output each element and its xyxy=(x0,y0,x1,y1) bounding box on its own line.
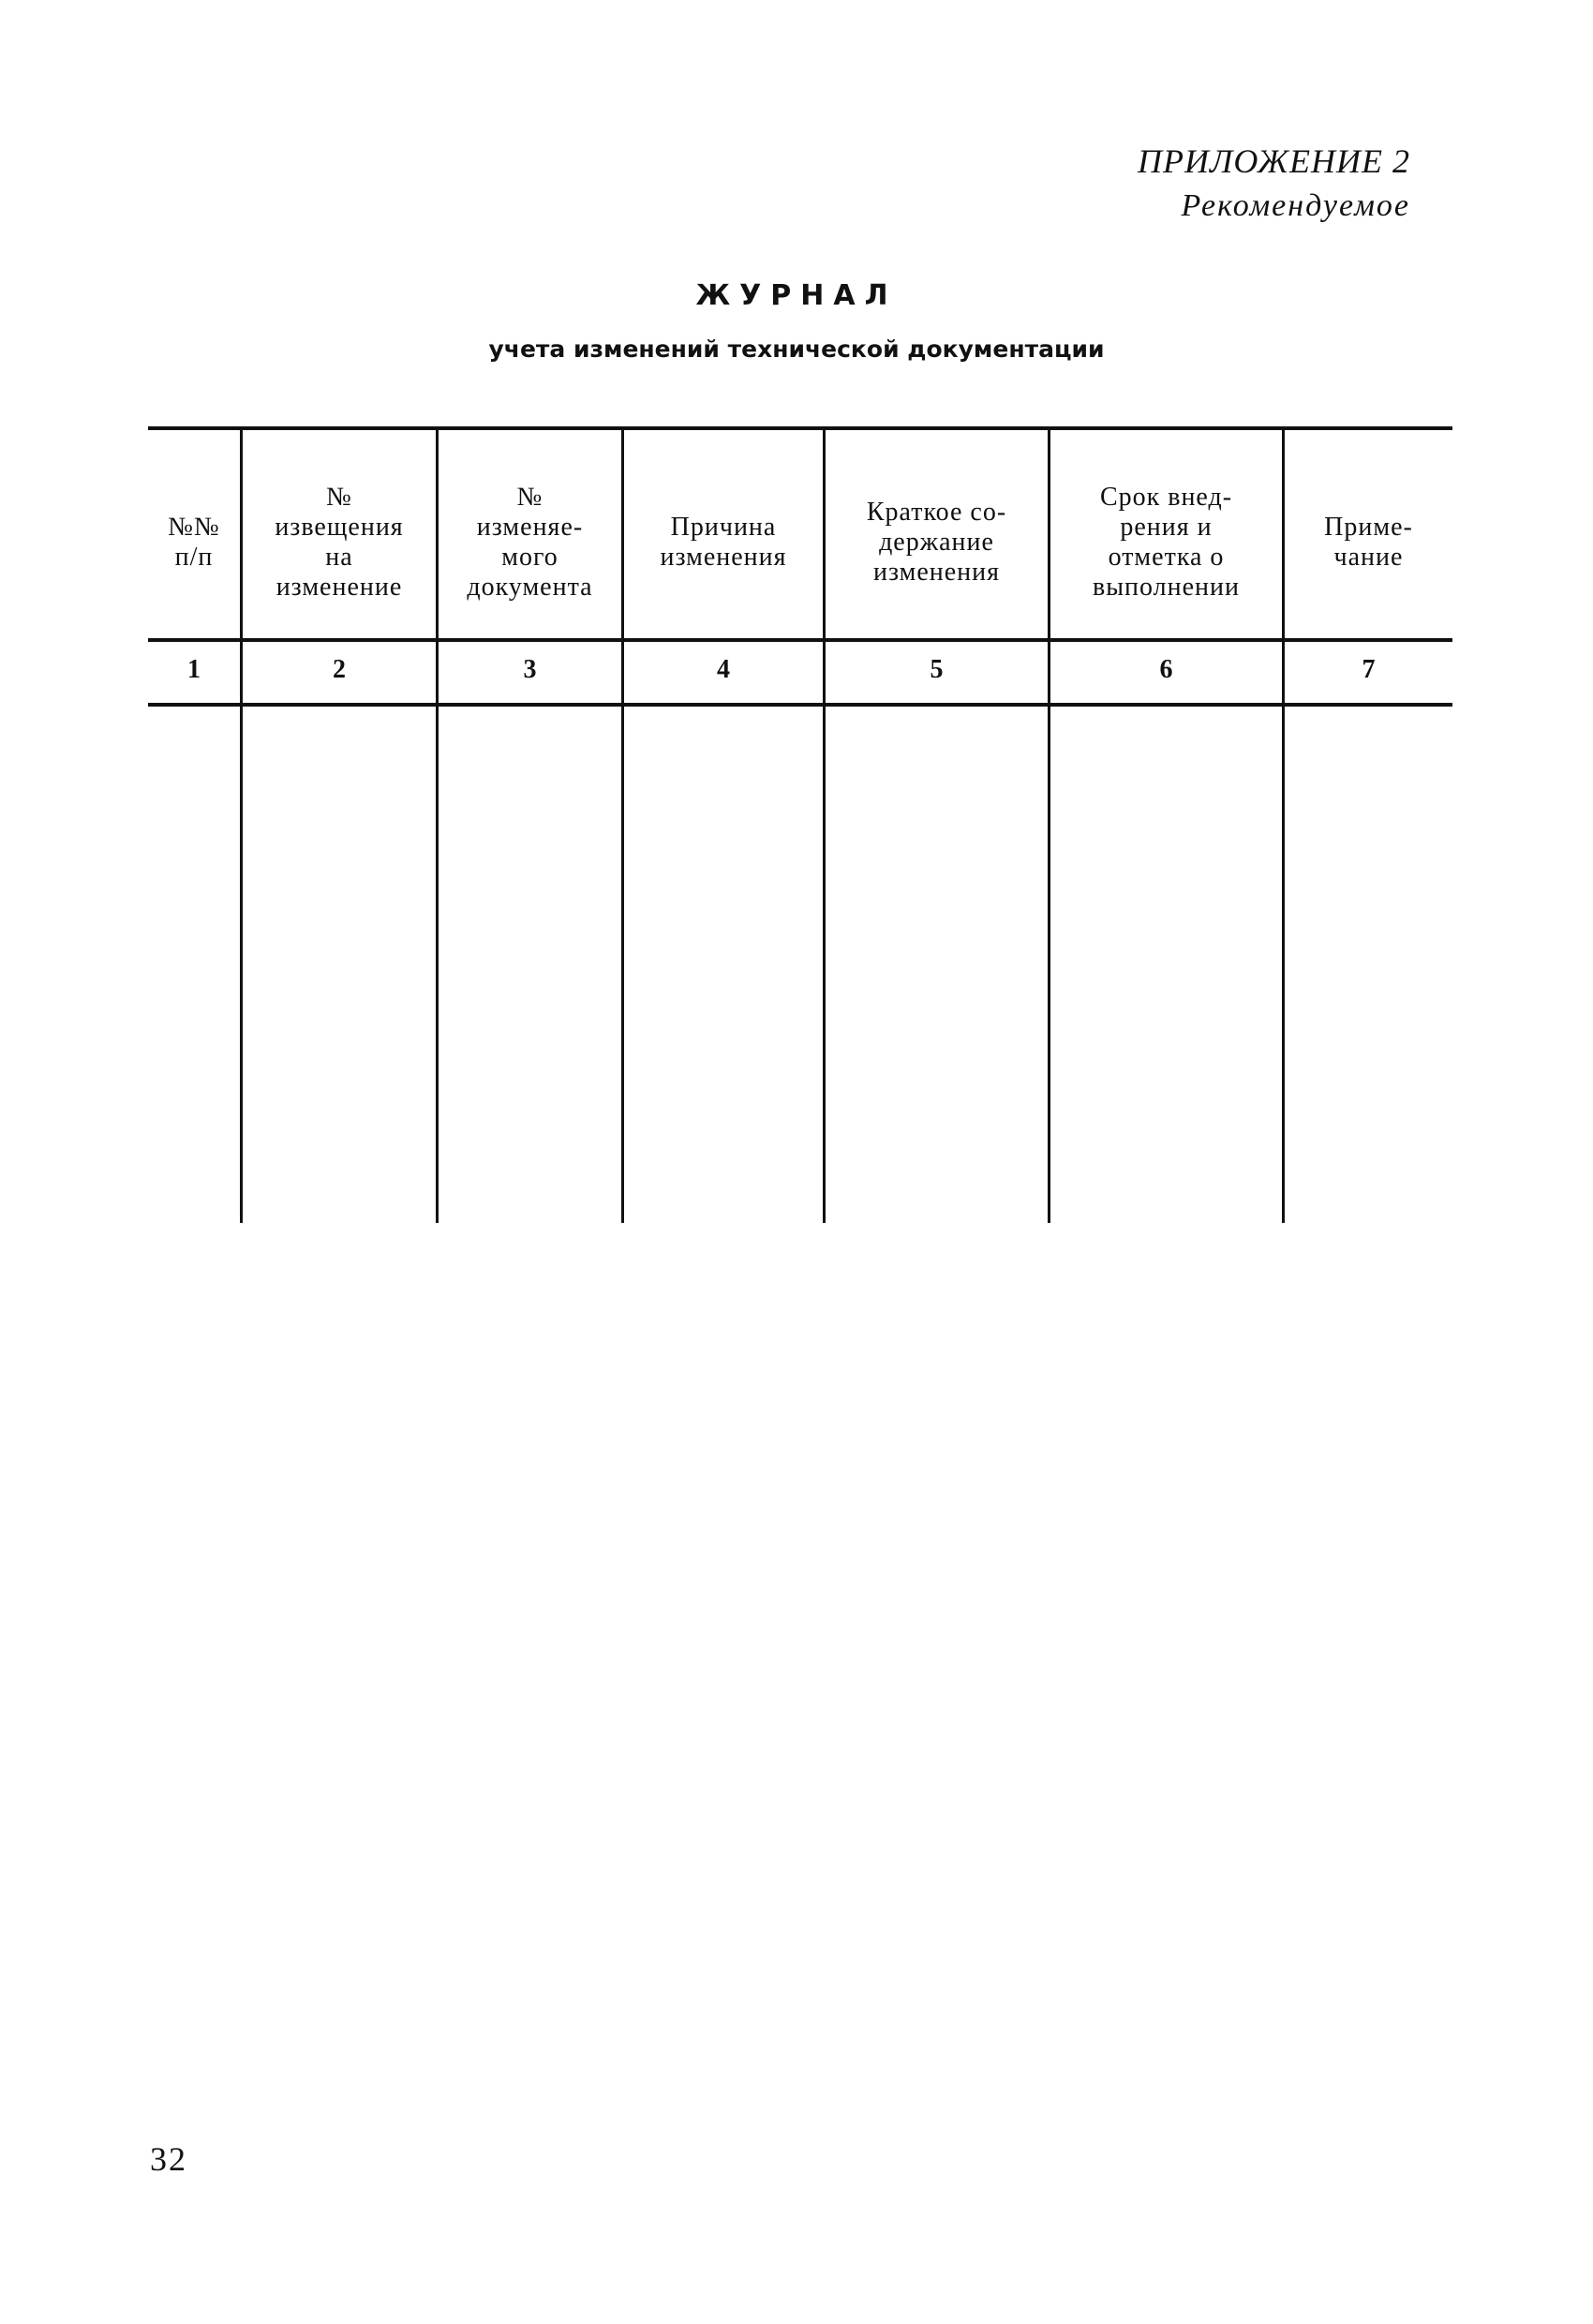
change-log-table xyxy=(148,426,1452,1223)
header-cell-number: №№ п/п xyxy=(168,513,220,572)
column-number: 4 xyxy=(717,655,730,684)
numbers-bottom-rule xyxy=(148,703,1452,707)
page-number: 32 xyxy=(150,2140,187,2178)
header-cell-reason: Причина изменения xyxy=(660,513,787,572)
header-cell-summary: Краткое со- держание изменения xyxy=(866,498,1007,587)
appendix-status: Рекомендуемое xyxy=(1181,188,1410,223)
column-number: 5 xyxy=(930,655,944,684)
header-bottom-rule xyxy=(148,638,1452,642)
header-cell-document-number: № изменяе- мого документа xyxy=(467,483,593,602)
column-number: 7 xyxy=(1362,655,1376,684)
appendix-title: ПРИЛОЖЕНИЕ 2 xyxy=(1138,142,1410,180)
header-cell-notice-number: № извещения на изменение xyxy=(275,483,404,602)
header-cell-deadline: Срок внед- рения и отметка о выполнении xyxy=(1093,483,1240,602)
journal-subtitle: учета изменений технической документации xyxy=(488,335,1105,363)
column-number: 2 xyxy=(333,655,346,684)
header-cell-note: Приме- чание xyxy=(1324,513,1413,572)
column-number: 3 xyxy=(523,655,537,684)
appendix-block xyxy=(1138,139,1410,229)
table-top-rule xyxy=(148,426,1452,430)
journal-title: ЖУРНАЛ xyxy=(695,279,898,312)
column-number: 1 xyxy=(187,655,201,684)
column-number: 6 xyxy=(1159,655,1173,684)
